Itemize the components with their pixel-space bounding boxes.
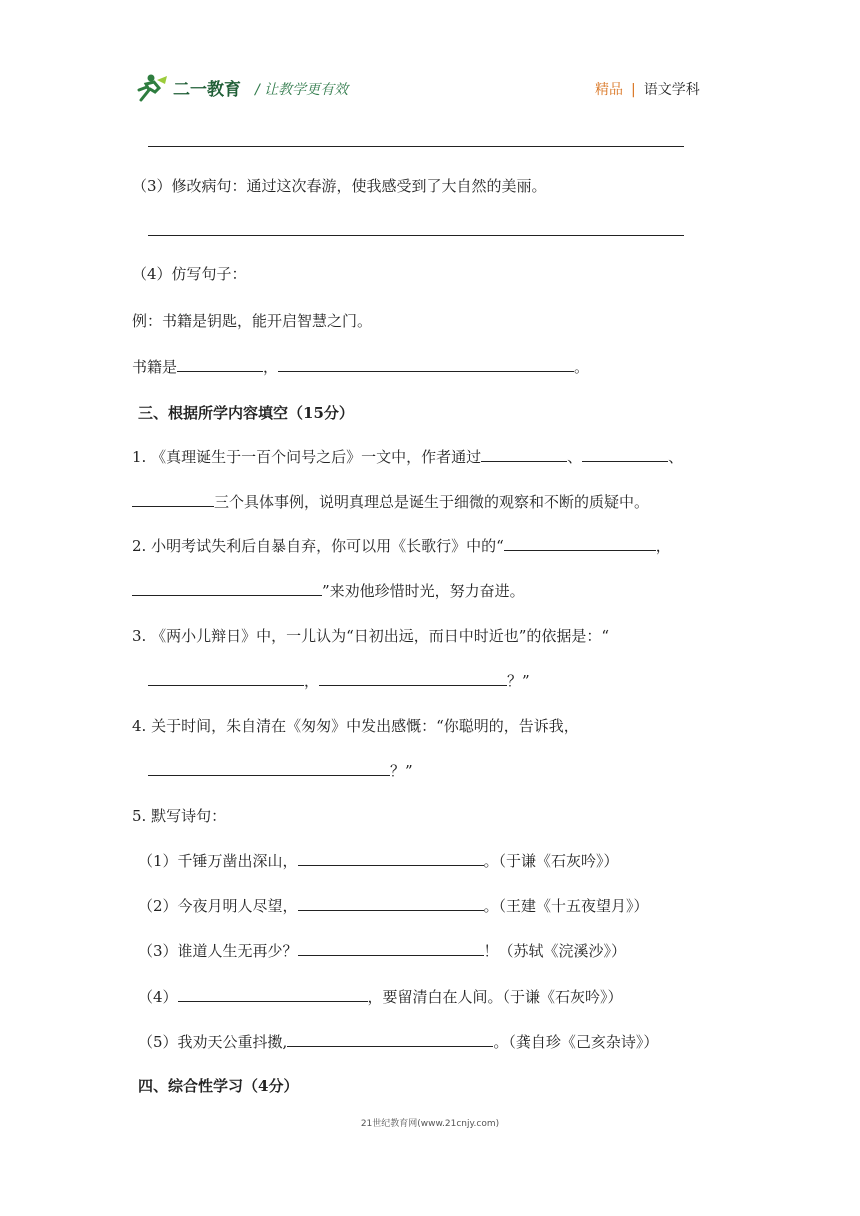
site-logo (137, 72, 249, 104)
s3-item5: 5. 默写诗句： (132, 807, 227, 825)
poem-5 (138, 1031, 658, 1052)
s3-item2-line2 (132, 580, 525, 601)
blank[interactable] (481, 446, 567, 462)
blank[interactable] (298, 895, 484, 911)
slogan: 让教学更有效 (264, 82, 349, 98)
comma: ， (655, 537, 671, 555)
s3-item4-line2 (148, 760, 413, 781)
blank[interactable] (278, 356, 574, 372)
poem-4 (138, 986, 623, 1007)
logo-text: 二一教育 (173, 80, 241, 100)
answer-line[interactable] (148, 146, 684, 147)
q-end: ？” (390, 762, 413, 780)
poem-5-a: （5）我劝天公重抖擞, (138, 1033, 288, 1051)
item2-text: 2. 小明考试失利后自暴自弃，你可以用《长歌行》中的“ (132, 537, 504, 555)
s3-item3-line1: 3. 《两小儿辩日》中，一儿认为“日初出远，而日中时近也”的依据是：“ (132, 627, 610, 645)
slogan-text: / 让教学更有效 (255, 82, 349, 98)
section3-title: 三、根据所学内容填空（15分） (138, 404, 354, 422)
poem-3 (138, 940, 626, 961)
q4-example: 例：书籍是钥匙，能开启智慧之门。 (132, 312, 373, 330)
comma: ， (304, 672, 320, 690)
s3-item1-line1 (132, 446, 683, 467)
item1-text: 1. 《真理诞生于一百个问号之后》一文中，作者通过 (132, 448, 482, 466)
comma: ， (263, 358, 279, 376)
blank[interactable] (178, 986, 368, 1002)
subject-label: 语文学科 (643, 82, 700, 98)
footer-text: 21世纪教育网(www.21cnjy.com) (360, 1119, 500, 1129)
blank[interactable] (177, 356, 263, 372)
poem-5-b: 。（龚自珍《己亥杂诗》） (493, 1033, 659, 1051)
blank[interactable] (132, 491, 214, 507)
blank[interactable] (504, 535, 656, 551)
s3-item2-line1 (132, 535, 671, 556)
poem-2 (138, 895, 649, 916)
dun: 、 (567, 448, 583, 466)
dun: 、 (668, 448, 684, 466)
blank[interactable] (298, 940, 484, 956)
poem-1 (138, 850, 619, 871)
s3-item4-line1: 4. 关于时间，朱自清在《匆匆》中发出感慨：“你聪明的，告诉我， (132, 717, 579, 735)
blank[interactable] (319, 670, 507, 686)
q4-title: （4）仿写句子： (132, 265, 247, 283)
header-separator: | (631, 82, 636, 98)
poem-3-a: （3）谁道人生无再少？ (138, 942, 298, 960)
q4-fill-line (132, 356, 589, 377)
header-right (595, 79, 700, 99)
blank[interactable] (287, 1031, 493, 1047)
item2-text2: ”来劝他珍惜时光，努力奋进。 (322, 582, 525, 600)
q4-prefix: 书籍是 (132, 358, 178, 376)
blank[interactable] (582, 446, 668, 462)
blank[interactable] (148, 760, 390, 776)
poem-3-b: ！（苏轼《浣溪沙》） (483, 942, 627, 960)
poem-4-a: （4） (138, 988, 178, 1006)
period: 。 (574, 358, 590, 376)
blank[interactable] (132, 580, 322, 596)
poem-2-a: （2）今夜月明人尽望， (138, 897, 298, 915)
item1-text2: 三个具体事例，说明真理总是诞生于细微的观察和不断的质疑中。 (214, 493, 650, 511)
runner-logo-icon (139, 75, 167, 101)
poem-4-b: ，要留清白在人间。（于谦《石灰吟》） (367, 988, 623, 1006)
q3-prompt: （3）修改病句：通过这次春游，使我感受到了大自然的美丽。 (132, 177, 547, 195)
poem-1-b: 。（于谦《石灰吟》） (483, 852, 619, 870)
blank[interactable] (298, 850, 484, 866)
s3-item1-line2 (132, 491, 649, 512)
poem-1-a: （1）千锤万凿出深山， (138, 852, 298, 870)
poem-2-b: 。（王建《十五夜望月》） (483, 897, 649, 915)
section4-title: 四、综合性学习（4分） (138, 1077, 299, 1095)
q-end: ？” (507, 672, 530, 690)
quality-label: 精品 (595, 82, 623, 98)
blank[interactable] (148, 670, 304, 686)
s3-item3-line2 (148, 670, 530, 691)
answer-line[interactable] (148, 235, 684, 236)
